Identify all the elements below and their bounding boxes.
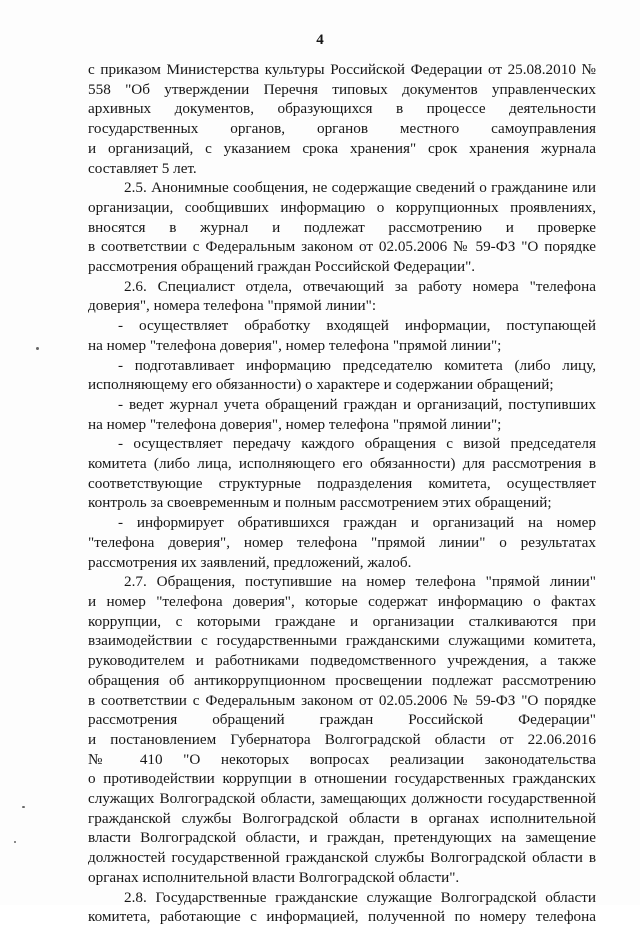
page-number: 4 <box>316 32 324 48</box>
text-line: взаимодействии с государственными гражданскими служащими комитета, <box>88 632 596 650</box>
text-line: с приказом Министерства культуры Российской Федерации от 25.08.2010 № <box>88 61 596 78</box>
text-line: комитета (либо лица, исполняющего его обязанности) для рассмотрения в <box>88 455 596 473</box>
text-line: 558 "Об утверждении Перечня типовых документов управленческих <box>88 80 596 98</box>
text-line: вносятся в журнал и подлежат рассмотрению и проверке <box>88 218 596 236</box>
text-line: гражданской службы Волгоградской области в органах исполнительной <box>88 809 596 827</box>
text-line: № 410 "О некоторых вопросах реализации законодательства <box>88 750 596 768</box>
text-line: составляет 5 лет. <box>88 159 197 177</box>
text-line: архивных документов, образующихся в процессе деятельности <box>88 100 596 118</box>
text-line: в соответствии с Федеральным законом от 02.05.2006 № 59-ФЗ "О порядке <box>88 691 596 709</box>
text-line: служащих Волгоградской области, замещающих должности государственной <box>88 790 596 808</box>
text-line: - подготавливает информацию председателю комитета (либо лицу, <box>118 356 596 374</box>
text-line: должностей государственной гражданской службы Волгоградской области в <box>88 849 596 867</box>
text-line: о противодействии коррупции в отношении государственных гражданских <box>88 770 596 788</box>
text-line: рассмотрения обращений граждан Российской Федерации" <box>88 711 596 729</box>
text-line: в соответствии с Федеральным законом от 02.05.2006 № 59-ФЗ "О порядке <box>88 238 596 256</box>
text-line: комитета, работающие с информацией, полученной по номеру телефона <box>88 908 596 926</box>
document-body <box>88 60 596 927</box>
text-line: 2.7. Обращения, поступившие на номер телефона "прямой линии" <box>124 573 596 591</box>
text-line: - осуществляет передачу каждого обращения с визой председателя <box>118 435 596 453</box>
text-line: - осуществляет обработку входящей информации, поступающей <box>118 317 596 335</box>
text-line: и организаций, с указанием срока хранения" срок хранения журнала <box>88 139 596 157</box>
text-line: рассмотрения их заявлений, предложений, жалоб. <box>88 553 412 571</box>
text-line: исполняющему его обязанности) о характере и содержании обращений; <box>88 376 554 394</box>
scan-speck <box>14 841 16 843</box>
text-line: органах исполнительной власти Волгоградской области". <box>88 868 460 886</box>
text-line: доверия", номера телефона "прямой линии": <box>88 297 377 315</box>
text-line: коррупции, с которыми граждане и организации сталкиваются при <box>88 612 596 630</box>
scan-speck <box>36 347 39 350</box>
scan-speck <box>22 806 25 808</box>
text-line: и постановлением Губернатора Волгоградской области от 22.06.2016 <box>88 730 596 748</box>
text-line: контроль за своевременным и полным рассмотрением этих обращений; <box>88 494 552 512</box>
text-line: - информирует обратившихся граждан и организаций на номер <box>118 514 596 532</box>
text-line: на номер "телефона доверия", номер телефона "прямой линии"; <box>88 336 502 354</box>
text-line: 2.6. Специалист отдела, отвечающий за работу номера "телефона <box>124 277 596 295</box>
text-line: 2.5. Анонимные сообщения, не содержащие сведений о гражданине или <box>124 179 596 197</box>
text-line: "телефона доверия", номер телефона "прямой линии" о результатах <box>88 533 596 551</box>
text-line: и номер "телефона доверия", которые содержат информацию о фактах <box>88 592 596 610</box>
text-line: власти Волгоградской области, и граждан, претендующих на замещение <box>88 829 596 847</box>
text-line: 2.8. Государственные гражданские служащие Волгоградской области <box>124 888 596 906</box>
text-line: рассмотрения обращений граждан Российской Федерации". <box>88 258 476 276</box>
text-line: соответствующие структурные подразделения комитета, осуществляет <box>88 474 596 492</box>
text-line: руководителем и работниками подведомственного учреждения, а также <box>88 652 596 670</box>
text-line: обращения об антикоррупционном просвещении подлежат рассмотрению <box>88 671 596 689</box>
text-line: государственных органов, органов местного самоуправления <box>88 120 596 138</box>
text-line: - ведет журнал учета обращений граждан и организаций, поступивших <box>118 395 596 413</box>
text-line: на номер "телефона доверия", номер телефона "прямой линии"; <box>88 415 502 433</box>
text-line: организации, сообщивших информацию о коррупционных проявлениях, <box>88 198 596 216</box>
